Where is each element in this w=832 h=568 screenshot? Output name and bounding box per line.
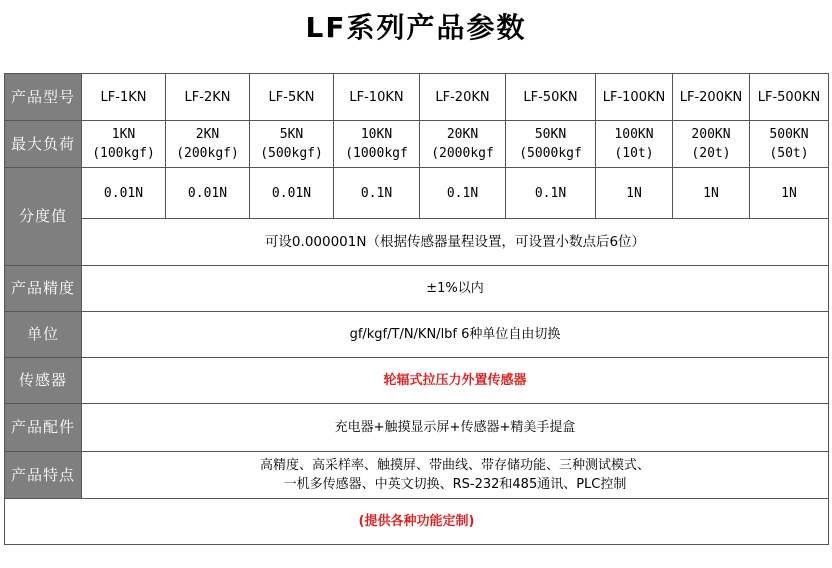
division-cell: 0.01N [82, 168, 166, 219]
division-cell: 1N [596, 168, 673, 219]
max-load-unit: (5000kgf [519, 146, 582, 161]
model-cell: LF-500KN [750, 74, 829, 121]
model-label: 产品型号 [5, 74, 82, 121]
max-load-cell [420, 121, 506, 168]
division-cell: 1N [750, 168, 829, 219]
accuracy-value: ±1%以内 [82, 266, 829, 312]
model-cell: LF-5KN [250, 74, 334, 121]
max-load-cell [334, 121, 420, 168]
max-load-value: 500KN [769, 127, 809, 142]
max-load-unit: (20t) [691, 146, 731, 161]
max-load-cell [250, 121, 334, 168]
max-load-row [5, 121, 829, 168]
features-value [82, 452, 829, 499]
footer-row [5, 499, 829, 545]
features-line-1: 高精度、高采样率、触摸屏、带曲线、带存储功能、三种测试模式、 [259, 458, 650, 473]
features-label: 产品特点 [5, 452, 82, 499]
division-note-row [5, 219, 829, 266]
max-load-value: 20KN [446, 127, 479, 142]
max-load-value: 50KN [534, 127, 567, 142]
max-load-unit: (100kgf) [92, 146, 155, 161]
model-cell: LF-1KN [82, 74, 166, 121]
unit-value: gf/kgf/T/N/KN/lbf 6种单位自由切换 [82, 312, 829, 358]
division-cell: 1N [673, 168, 750, 219]
max-load-unit: (2000kgf [431, 146, 494, 161]
max-load-cell [506, 121, 596, 168]
accuracy-label: 产品精度 [5, 266, 82, 312]
sensor-row [5, 358, 829, 404]
division-cell: 0.01N [166, 168, 250, 219]
division-cell: 0.1N [334, 168, 420, 219]
division-cell: 0.1N [506, 168, 596, 219]
page-title: LF系列产品参数 [305, 11, 527, 44]
features-row [5, 452, 829, 499]
max-load-unit: (200kgf) [176, 146, 239, 161]
max-load-value: 5KN [279, 127, 304, 142]
max-load-cell [596, 121, 673, 168]
max-load-value: 10KN [360, 127, 393, 142]
unit-label: 单位 [5, 312, 82, 358]
max-load-label: 最大负荷 [5, 121, 82, 168]
model-cell: LF-100KN [596, 74, 673, 121]
max-load-unit: (50t) [769, 146, 809, 161]
max-load-value: 200KN [691, 127, 731, 142]
division-cell: 0.01N [250, 168, 334, 219]
max-load-unit: (1000kgf [345, 146, 408, 161]
sensor-value: 轮辐式拉压力外置传感器 [82, 358, 829, 404]
max-load-cell [166, 121, 250, 168]
max-load-value: 1KN [111, 127, 136, 142]
max-load-value: 2KN [195, 127, 220, 142]
max-load-cell [750, 121, 829, 168]
division-note: 可设0.000001N（根据传感器量程设置，可设置小数点后6位） [82, 219, 829, 266]
model-row [5, 74, 829, 121]
division-row [5, 168, 829, 219]
customization-note: (提供各种功能定制) [5, 499, 829, 545]
model-cell: LF-50KN [506, 74, 596, 121]
model-cell: LF-2KN [166, 74, 250, 121]
max-load-cell [82, 121, 166, 168]
accessories-value: 充电器+触摸显示屏+传感器+精美手提盒 [82, 404, 829, 452]
max-load-cell [673, 121, 750, 168]
spec-table [4, 73, 829, 545]
division-cell: 0.1N [420, 168, 506, 219]
model-cell: LF-10KN [334, 74, 420, 121]
division-label: 分度值 [5, 168, 82, 266]
accuracy-row [5, 266, 829, 312]
accessories-row [5, 404, 829, 452]
unit-row [5, 312, 829, 358]
sensor-label: 传感器 [5, 358, 82, 404]
model-cell: LF-20KN [420, 74, 506, 121]
features-line-2: 一机多传感器、中英文切换、RS-232和485通讯、PLC控制 [283, 477, 627, 492]
model-cell: LF-200KN [673, 74, 750, 121]
accessories-label: 产品配件 [5, 404, 82, 452]
max-load-unit: (10t) [614, 146, 654, 161]
max-load-value: 100KN [614, 127, 654, 142]
max-load-unit: (500kgf) [260, 146, 323, 161]
